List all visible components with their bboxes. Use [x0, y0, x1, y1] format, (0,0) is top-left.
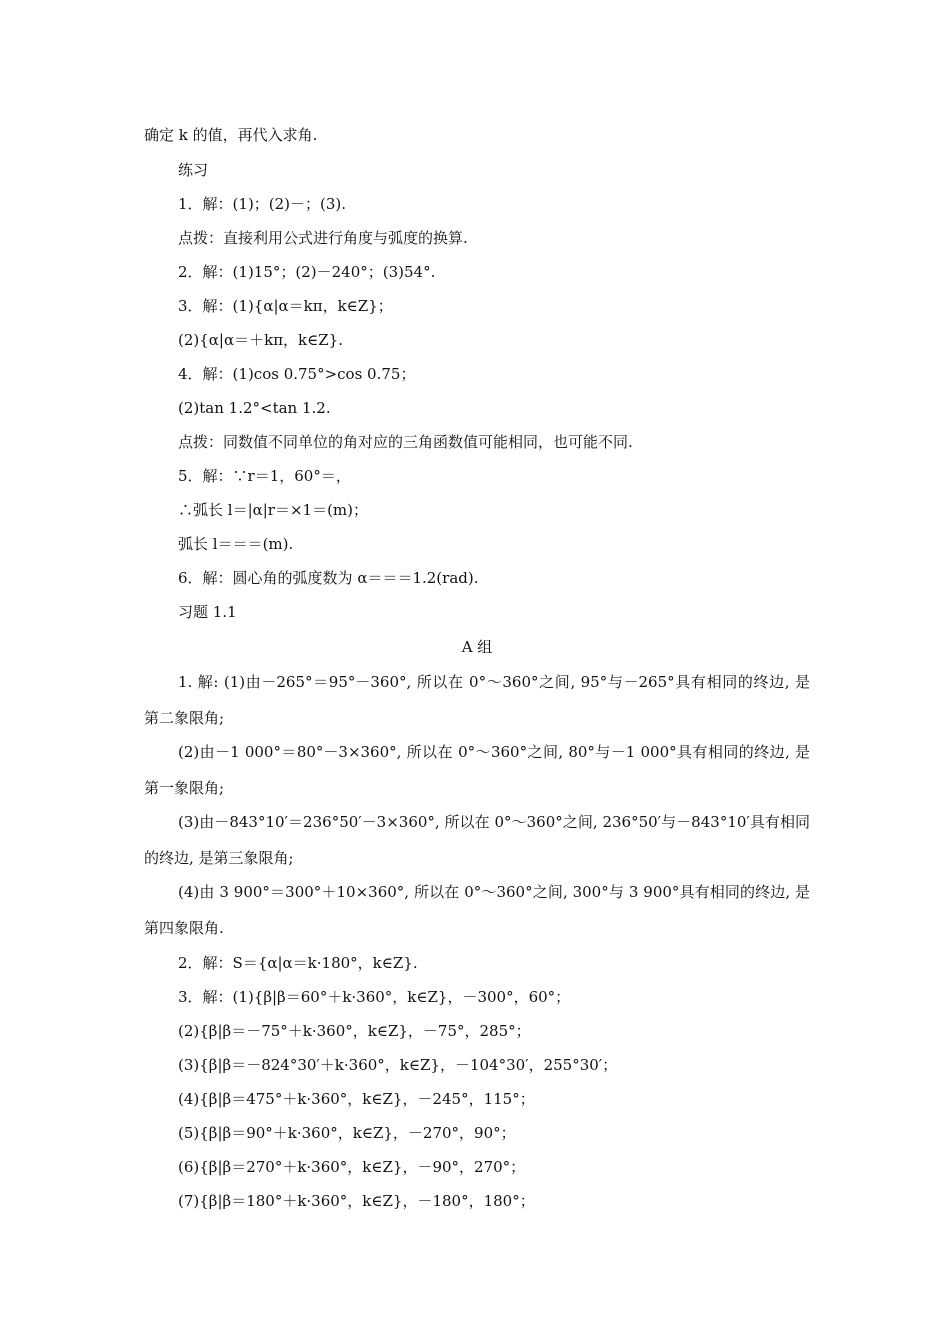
answer-line: (3)由－843°10′＝236°50′－3×360°, 所以在 0°～360°之间, 236°50′与－843°10′具有相同 [178, 813, 810, 831]
answer-line: (2)tan 1.2°<tan 1.2. [178, 399, 331, 417]
answer-line: 6．解：圆心角的弧度数为 α＝＝＝1.2(rad). [178, 569, 479, 587]
answer-line: 4．解：(1)cos 0.75°>cos 0.75； [178, 365, 416, 383]
answer-line: (7){β|β＝180°＋k·360°，k∈Z}，－180°，180°； [178, 1192, 535, 1210]
answer-line: (2){α|α＝＋kπ，k∈Z}. [178, 331, 343, 349]
answer-line: 第二象限角; [144, 709, 225, 727]
answer-line: 3．解：(1){β|β＝60°＋k·360°，k∈Z}，－300°，60°； [178, 988, 571, 1006]
answer-line: 的终边, 是第三象限角; [144, 849, 294, 867]
answer-line: (6){β|β＝270°＋k·360°，k∈Z}，－90°，270°； [178, 1158, 526, 1176]
text-line: 确定 k 的值，再代入求角. [144, 126, 318, 144]
answer-line: 2．解：(1)15°；(2)－240°；(3)54°. [178, 263, 436, 281]
answer-line: (4)由 3 900°＝300°＋10×360°, 所以在 0°～360°之间, 300°与 3 900°具有相同的终边, 是 [178, 883, 810, 901]
answer-line: (2)由－1 000°＝80°－3×360°, 所以在 0°～360°之间, 80°与－1 000°具有相同的终边, 是 [178, 743, 810, 761]
answer-line: 1．解：(1)；(2)－；(3). [178, 195, 347, 213]
answer-line: 弧长 l＝＝＝(m). [178, 535, 294, 553]
group-heading: A 组 [461, 638, 493, 656]
section-heading-exercise: 习题 1.1 [178, 603, 237, 621]
answer-line: 2．解：S＝{α|α＝k·180°，k∈Z}. [178, 954, 418, 972]
section-heading-practice: 练习 [178, 161, 209, 179]
hint-line: 点拨：同数值不同单位的角对应的三角函数值可能相同，也可能不同. [178, 433, 633, 451]
answer-line: ∴弧长 l＝|α|r＝×1＝(m)； [178, 501, 369, 519]
answer-line: 第一象限角; [144, 779, 225, 797]
answer-line: 1. 解: (1)由－265°＝95°－360°, 所以在 0°～360°之间, 95°与－265°具有相同的终边, 是 [178, 673, 810, 691]
answer-line: (3){β|β＝－824°30′＋k·360°，k∈Z}，－104°30′，255°30′； [178, 1056, 618, 1074]
answer-line: (4){β|β＝475°＋k·360°，k∈Z}，－245°，115°； [178, 1090, 535, 1108]
answer-line: 5．解：∵r＝1，60°＝， [178, 467, 351, 485]
answer-line: 3．解：(1){α|α＝kπ，k∈Z}； [178, 297, 393, 315]
answer-line: 第四象限角. [144, 919, 224, 937]
answer-line: (5){β|β＝90°＋k·360°，k∈Z}，－270°，90°； [178, 1124, 516, 1142]
hint-line: 点拨：直接利用公式进行角度与弧度的换算. [178, 229, 468, 247]
answer-line: (2){β|β＝－75°＋k·360°，k∈Z}，－75°，285°； [178, 1022, 531, 1040]
